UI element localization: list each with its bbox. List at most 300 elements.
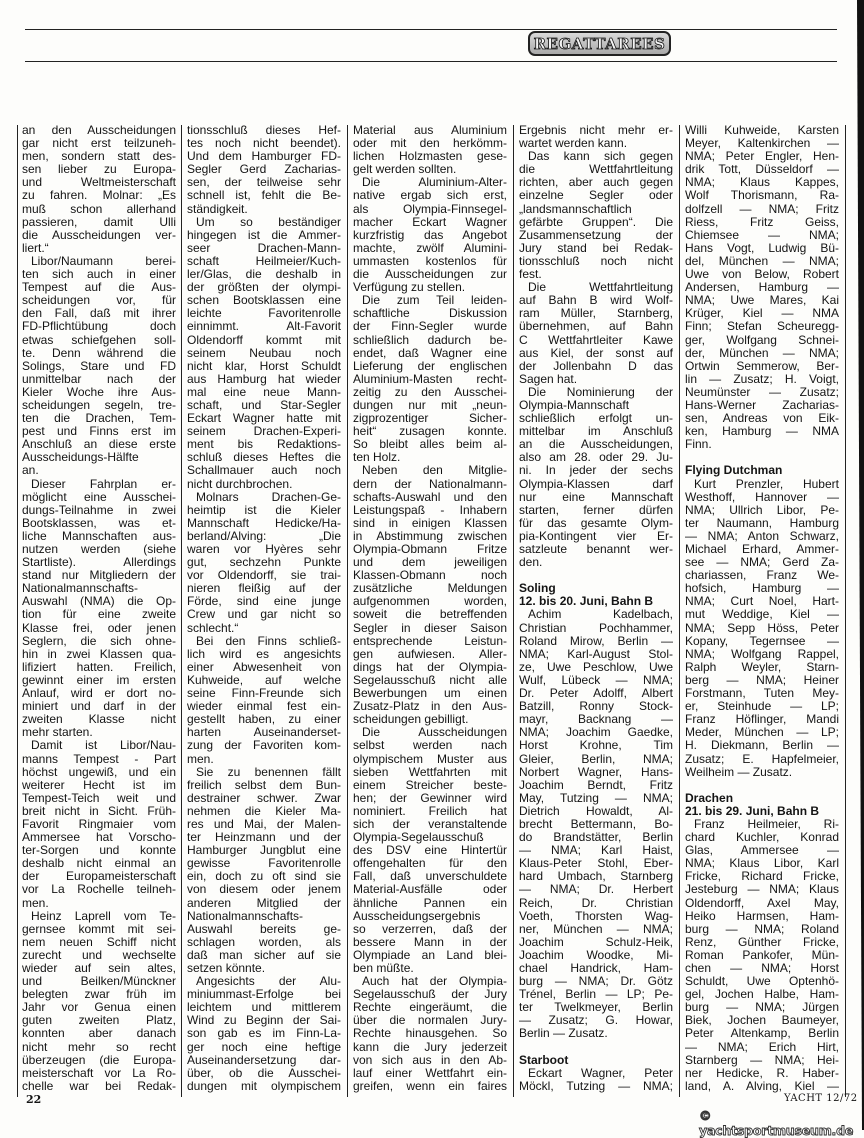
text-line: mehr starten.	[22, 725, 93, 740]
text-line: einer Abwesenheit von	[187, 659, 341, 674]
text-line: te. Denn während die	[22, 345, 176, 360]
text-line: dungen mit olympischem	[187, 1078, 341, 1093]
text-line: unmittelbar nach der	[22, 371, 176, 386]
paragraph	[187, 124, 341, 216]
text-line: ten Holz.	[353, 450, 401, 465]
text-line: burg — NMA; Dr. Götz	[519, 974, 673, 989]
text-line: gernsee kommt mit sei-	[22, 921, 176, 936]
text-line: Schuldt, Uwe Optenhö-	[685, 974, 839, 989]
text-line: Olympia-Obmann Fritze	[353, 542, 507, 556]
text-line: schließlich dadurch be-	[353, 332, 507, 347]
text-line: von sich aus in den Ab-	[353, 1052, 507, 1067]
text-line: Tempest-Teich weit und	[22, 790, 176, 805]
text-line: dolfzell — NMA; Fritz	[685, 201, 839, 216]
text-line: Ammersee hat Vorscho-	[22, 830, 176, 845]
text-line: also am 28. oder 29. Ju-	[519, 450, 673, 465]
text-line: der, München — NMA;	[685, 345, 839, 360]
text-line: NMA; Sepp Höss, Peter	[685, 620, 839, 635]
text-line: gel, Jochen Halbe, Ham-	[685, 987, 839, 1002]
text-line: über, ob die Ausschei-	[187, 1065, 341, 1080]
text-line: die Ausscheidungen zur	[353, 267, 507, 282]
text-line: wieder einmal fest ein-	[187, 699, 341, 714]
text-line: Jahr vor Genua einen	[22, 1000, 176, 1015]
text-line: Das kann sich gegen	[528, 149, 673, 164]
text-line: mal eine neue Mann-	[187, 384, 341, 399]
text-line: ter Twelkmeyer, Berlin	[519, 1000, 673, 1015]
text-line: nicht durchbrochen.	[187, 476, 293, 491]
text-line: Dr. Peter Adolff, Albert	[519, 686, 673, 701]
column-rule	[845, 125, 846, 1097]
text-line: land, A. Alving, Kiel —	[685, 1078, 839, 1093]
text-line: NMA; Karl-August Stol-	[519, 646, 673, 661]
text-line: nur eine Mannschaft	[519, 489, 673, 504]
text-line: Batzill, Ronny Stock-	[519, 699, 673, 714]
text-line: — NMA; Erich Hirt,	[685, 1039, 839, 1054]
text-line: Andersen, Hamburg —	[685, 280, 839, 295]
text-line: scheidungen segeln, tre-	[22, 397, 176, 412]
text-line: ten die Drachen, Tem-	[22, 411, 176, 426]
paragraph	[187, 491, 341, 635]
text-line: Ausscheidungs-Hälfte	[22, 450, 139, 465]
text-line: Neben den Mitglie-	[362, 463, 507, 478]
text-line: chard Kuchler, Konrad	[685, 830, 839, 845]
text-line: schließlich erfolgt un-	[519, 411, 673, 426]
text-line: macher Eckart Wagner	[353, 214, 507, 229]
column-rule	[347, 125, 348, 1097]
text-line: der Finn-Segler wurde	[353, 319, 507, 334]
text-line: und dem jeweiligen	[353, 555, 507, 570]
text-line: muß schon allerhand	[22, 201, 176, 216]
text-line: Schallmauer auch noch	[187, 463, 341, 478]
magazine-issue: YACHT 12/72	[784, 1093, 858, 1104]
text-line: Franz Höflinger, Mandi	[685, 712, 839, 727]
paragraph	[353, 176, 507, 294]
text-line: hin in zwei Klassen qua-	[22, 646, 176, 661]
text-line: ähnliche Pannen ein	[353, 895, 507, 910]
text-line: ben müßte.	[353, 961, 414, 975]
text-line: der Jollenbahn D das	[519, 358, 673, 373]
text-line: Trénel, Berlin — LP; Pe-	[519, 987, 673, 1002]
text-line: schen Bootsklassen eine	[187, 293, 341, 308]
text-line: Drachen	[685, 790, 734, 805]
text-line: ter-Sorgen und konnte	[22, 843, 176, 858]
text-line: Nationalmannschafts-	[187, 908, 304, 923]
text-line: chael Handrick, Ham-	[519, 961, 673, 975]
text-line: son gab es im Finn-La-	[187, 1026, 341, 1041]
text-line: vor Oldendorff, sie trai-	[187, 568, 341, 583]
text-line: Eckart Wagner hatte mit	[187, 411, 341, 426]
text-line: Auseinandersetzung dar-	[187, 1052, 341, 1067]
text-line: Segelausschuß nicht alle	[353, 672, 507, 687]
text-line: ten sich auch in einer	[22, 267, 176, 282]
text-line: bessere Mann in der	[353, 934, 507, 949]
text-line: do Brandstätter, Berlin	[519, 830, 673, 845]
text-line: miniert und darf in der	[22, 699, 176, 714]
paragraph	[187, 216, 341, 491]
text-line: Die Wettfahrtleitung	[528, 280, 673, 295]
text-line: gelt werden sollten.	[353, 162, 457, 177]
text-line: ner Hedicke, R. Haber-	[685, 1065, 839, 1080]
text-line: destrainer schwer. Zwar	[187, 790, 341, 805]
text-line: ner, München — NMA;	[519, 921, 673, 936]
text-line: mittelbar im Anschluß	[519, 424, 673, 439]
text-line: sind in einigen Klassen	[353, 515, 507, 530]
text-line: — Zusatz; G. Howar,	[519, 1013, 673, 1028]
text-line: gen aufwiesen. Aller-	[353, 646, 507, 661]
text-line: see — NMA; Gerd Za-	[685, 555, 839, 570]
text-line: Die Nominierung der	[528, 384, 673, 399]
text-line: Wulf, Lübeck — NMA;	[519, 672, 673, 687]
text-line: Oldendorff kommt mit	[187, 332, 341, 347]
text-line: NMA; Joachim Gaedke,	[519, 725, 673, 740]
watermark: © yachtsportmuseum.de	[699, 1108, 854, 1138]
text-line: Starnberg — NMA; Hei-	[685, 1052, 839, 1067]
text-line: 12. bis 20. Juni, Bahn B	[519, 594, 654, 609]
text-line: NMA; Klaus Kappes,	[685, 175, 839, 190]
text-line: mayr, Backnang —	[519, 712, 673, 727]
text-line: an die Ausscheidungen,	[519, 437, 673, 452]
text-line: H. Diekmann, Berlin —	[685, 738, 839, 753]
text-line: Christian Pochhammer,	[519, 620, 673, 635]
text-line: schlagen worden, als	[187, 934, 341, 949]
paragraph	[353, 975, 507, 1093]
text-line: tionsschluß noch nicht	[519, 253, 673, 268]
text-line: dungs-Teilnahme in zwei	[22, 502, 176, 517]
text-line: pest und Finns erst im	[22, 424, 176, 439]
text-line: Mannschaft Hedicke/Ha-	[187, 515, 341, 530]
text-line: Meder, München — LP;	[685, 725, 839, 740]
text-line: deshalb nicht einmal an	[22, 856, 176, 871]
text-line: schaft, und Star-Segler	[187, 397, 341, 412]
text-line: schaft Heilmeier/Kuch-	[187, 253, 341, 268]
text-line: seine Finn-Freunde sich	[187, 686, 341, 701]
text-line: Wind zu Beginn der Sai-	[187, 1013, 341, 1028]
text-line: Dieser Fahrplan er-	[31, 476, 176, 491]
text-line: als Olympia-Finnsegel-	[353, 201, 507, 216]
text-line: Joachim Schulz-Heik,	[519, 934, 673, 949]
text-line: des DSV eine Hintertür	[353, 843, 507, 858]
paragraph	[685, 478, 839, 779]
text-line: Renz, Günther Fricke,	[685, 934, 839, 949]
text-line: Norbert Wagner, Hans-	[519, 764, 673, 779]
text-line: so verzerren, daß der	[353, 921, 507, 936]
text-line: starten, ferner dürfen	[519, 502, 673, 517]
section-badge	[528, 31, 671, 56]
text-line: waren vor Hyères sehr	[187, 542, 341, 556]
text-line: und Beilken/Münckner	[22, 974, 176, 989]
text-line: Tempest auf die Aus-	[22, 280, 176, 295]
text-line: NMA; Wolfgang Rappel,	[685, 646, 839, 661]
text-line: Anlauf, wird er dort no-	[22, 686, 176, 701]
text-line: zung der Favoriten kom-	[187, 738, 341, 753]
paragraph	[519, 281, 673, 386]
text-line: Olympia-Klassen darf	[519, 476, 673, 491]
text-line: Voeth, Thorsten Wag-	[519, 908, 673, 923]
text-line: etwas schiefgehen soll-	[22, 332, 176, 347]
text-line: seinem Neubau noch	[187, 345, 341, 360]
paragraph	[519, 608, 673, 1040]
text-line: Zusammensetzung der	[519, 227, 673, 242]
text-line: native ergab sich erst,	[353, 188, 507, 203]
text-line: ler/Glas, die deshalb in	[187, 267, 341, 282]
text-line: scheidungen gebilligt.	[353, 712, 469, 727]
text-line: Klaus-Peter Stohl, Eber-	[519, 856, 673, 871]
header-rule-bottom	[25, 61, 837, 62]
text-line: gewisse Favoritenrolle	[187, 856, 341, 871]
text-line: lin — Zusatz; H. Voigt,	[685, 371, 839, 386]
text-line: Michael Erhard, Ammer-	[685, 542, 839, 556]
paragraph	[22, 910, 176, 1093]
text-line: Auswahl bereits ge-	[187, 921, 341, 936]
text-line: zigprozentiger Sicher-	[353, 411, 507, 426]
text-line: „landsmannschaftlich	[519, 201, 632, 216]
text-line: konnten aber danach	[22, 1026, 176, 1041]
text-line: nominiert. Freilich hat	[353, 803, 507, 818]
text-line: Forstmann, Tuten Mey-	[685, 686, 839, 701]
text-line: ment bis Redaktions-	[187, 437, 341, 452]
text-line: lauf einer Wettfahrt ein-	[353, 1065, 507, 1080]
text-line: offengehalten für den	[353, 856, 507, 871]
text-line: Biek, Jochen Baumeyer,	[685, 1013, 839, 1028]
text-line: Peter Altenkamp, Berlin	[685, 1026, 839, 1041]
text-line: Roman Pankofer, Mün-	[685, 947, 839, 962]
paragraph	[519, 150, 673, 281]
text-line: guten zweiten Platz,	[22, 1013, 176, 1028]
text-line: heit“ zusagen konnte.	[353, 424, 507, 439]
text-line: nicht klar, Horst Schuldt	[187, 358, 341, 373]
text-line: Ralph Weyler, Starn-	[685, 659, 839, 674]
text-line: Joachim Woodke, Mi-	[519, 947, 673, 962]
text-line: hofsich, Hamburg —	[685, 581, 839, 596]
text-line: Soling	[519, 581, 556, 596]
text-line: Ergebnis nicht mehr er-	[519, 123, 673, 137]
text-line: satzleute benannt wer-	[519, 542, 673, 556]
text-line: del, München — NMA;	[685, 253, 839, 268]
text-line: Material-Ausfälle oder	[353, 882, 507, 897]
text-line: anderen Mitglied der	[187, 895, 341, 910]
text-line: sen, Andreas von Eik-	[685, 411, 839, 426]
text-line: die Ausscheidungen ver-	[22, 227, 176, 242]
page-number: 22	[26, 1093, 42, 1106]
text-line: Und dem Hamburger FD-	[187, 149, 341, 164]
text-line: Möckl, Tutzing — NMA;	[519, 1078, 673, 1093]
text-line: burg — NMA; Roland	[685, 921, 839, 936]
text-line: 21. bis 29. Juni, Bahn B	[685, 803, 820, 818]
column-rule	[181, 125, 182, 1097]
text-line: — NMA; Karl Haist,	[519, 843, 673, 858]
text-line: gefärbte Gruppen“. Die	[519, 214, 673, 229]
paragraph	[519, 124, 673, 150]
text-line: Wolf Thorismann, Ra-	[685, 188, 839, 203]
text-line: zweiten Klasse nicht	[22, 712, 176, 727]
text-line: endet, daß Wagner eine	[353, 345, 507, 360]
text-line: Bei den Finns schließ-	[196, 633, 341, 648]
text-line: miniummast-Erfolge bei	[187, 987, 341, 1002]
text-line: schaftliche Diskussion	[353, 306, 507, 321]
paragraph	[187, 635, 341, 766]
text-line: berland/Alving: „Die	[187, 528, 341, 543]
section-badge-label: REGATTAREES	[533, 34, 666, 53]
text-line: und Weltmeisterschaft	[22, 175, 176, 190]
text-line: gut, sechzehn Punkte	[187, 555, 341, 570]
text-line: Achim Kadelbach,	[528, 607, 673, 622]
text-line: Flying Dutchman	[685, 463, 783, 478]
text-line: chen — NMA; Horst	[685, 961, 839, 975]
text-line: Die Aluminium-Alter-	[362, 175, 507, 190]
text-line: einzelne Segler oder	[519, 188, 673, 203]
text-line: meisterschaft vor La Ro-	[22, 1065, 176, 1080]
text-line: Seglern, die sich ohne-	[22, 633, 176, 648]
text-line: soweit die betreffenden	[353, 607, 507, 622]
paragraph	[22, 124, 176, 255]
text-line: — NMA; Dr. Herbert	[519, 882, 673, 897]
text-line: heimtip ist die Kieler	[187, 502, 341, 517]
text-line: leichte Favoritenrolle	[187, 306, 341, 321]
text-line: in Abstimmung zwischen	[353, 528, 507, 543]
text-line: aus Hamburg hat wieder	[187, 371, 341, 386]
text-line: zu fahren. Molnar: „Es	[22, 188, 176, 203]
text-line: Lieferung der englischen	[353, 358, 507, 373]
paragraph	[22, 739, 176, 909]
text-line: dings hat der Olympia-	[353, 659, 507, 674]
text-line: Rechte hinausgehen. So	[353, 1026, 507, 1041]
text-line: chariassen, Franz We-	[685, 568, 839, 583]
text-line: Auswahl (NMA) die Op-	[22, 594, 176, 609]
text-line: einnimmt. Alt-Favorit	[187, 319, 341, 334]
text-line: Ausscheidungsergebnis	[353, 908, 481, 923]
text-line: den Fall, daß mit ihrer	[22, 306, 176, 321]
text-line: Segelausschuß der Jury	[353, 987, 507, 1002]
text-line: NMA; Curt Noel, Hart-	[685, 594, 839, 609]
text-line: olympischem Muster aus	[353, 751, 507, 766]
paragraph	[187, 766, 341, 976]
text-line: Westhoff, Hannover —	[685, 489, 839, 504]
text-line: Kuhweide, auf welche	[187, 672, 341, 687]
text-line: liert.“	[22, 240, 49, 255]
text-line: auf Bahn B wird Wolf-	[519, 293, 673, 308]
text-line: gewinnt einer im ersten	[22, 672, 176, 687]
text-line: sich der veranstaltende	[353, 816, 507, 831]
text-line: an.	[22, 463, 39, 478]
text-line: passieren, damit Ulli	[22, 214, 176, 229]
text-line: den.	[519, 555, 543, 570]
text-line: Segler Gerd Zacharias-	[187, 162, 341, 177]
text-line: schluß dieses Heftes die	[187, 450, 341, 465]
text-line: FD-Pflichtübung doch	[22, 319, 176, 334]
article-column-3	[353, 124, 507, 1093]
text-line: aus Kiel, der sonst auf	[519, 345, 673, 360]
text-line: Kopany, Tegernsee —	[685, 633, 839, 648]
text-line: Bootsklassen, was et-	[22, 515, 176, 530]
paragraph	[22, 255, 176, 478]
text-line: sen, der teilweise sehr	[187, 175, 341, 190]
text-line: Finn; Stefan Scheuregg-	[685, 319, 839, 334]
paragraph	[685, 124, 839, 451]
text-line: Jury stand bei Redak-	[519, 240, 673, 255]
text-line: nehmen die Kieler Ma-	[187, 803, 341, 818]
text-line: Rechte eingeräumt, die	[353, 1000, 507, 1015]
text-line: ter Naumann, Hamburg	[685, 515, 839, 530]
text-line: drik Tott, Düsseldorf —	[685, 162, 839, 177]
text-line: dungen nur mit „neun-	[353, 397, 507, 412]
text-line: an den Ausscheidungen	[22, 123, 176, 137]
text-line: ger noch eine heftige	[187, 1039, 341, 1054]
text-line: Startliste). Allerdings	[22, 555, 176, 570]
text-line: Bewerbungen um einen	[353, 686, 507, 701]
text-line: übernehmen, auf Bahn	[519, 319, 673, 334]
paragraph	[187, 975, 341, 1093]
text-line: Favorit Ringmaier vom	[22, 816, 176, 831]
text-line: entsprechende Leistun-	[353, 633, 507, 648]
text-line: über die normalen Jury-	[353, 1013, 507, 1028]
text-line: NMA; Klaus Libor, Karl	[685, 856, 839, 871]
paragraph	[353, 464, 507, 726]
text-line: daß man sicher auf sie	[187, 947, 341, 962]
text-line: belegten zwar früh im	[22, 987, 176, 1002]
text-line: Molnars Drachen-Ge-	[196, 489, 341, 504]
text-line: wartet werden kann.	[519, 136, 628, 151]
text-line: Heinz Laprell vom Te-	[31, 908, 176, 923]
text-line: ein, doch zu oft sind sie	[187, 869, 341, 884]
text-line: NMA; Ullrich Libor, Pe-	[685, 502, 839, 517]
paragraph	[22, 478, 176, 740]
text-line: Oldendorff, Axel May,	[685, 895, 839, 910]
text-line: Sie zu benennen fällt	[196, 764, 341, 779]
article-column-1	[22, 124, 176, 1093]
text-line: schafts-Auswahl und den	[353, 489, 507, 504]
text-line: scheidungen vor, für	[22, 293, 176, 308]
text-line: für das gesamte Olym-	[519, 515, 673, 530]
text-line: nicht mehr so recht	[22, 1039, 176, 1054]
paragraph	[353, 294, 507, 464]
text-line: Leistungspaß - Inhabern	[353, 502, 507, 517]
text-line: seinem Drachen-Experi-	[187, 424, 341, 439]
text-line: Crew und gar nicht so	[187, 607, 341, 622]
text-line: Olympiade an Land blei-	[353, 947, 507, 962]
text-line: manns Tempest - Part	[22, 751, 176, 766]
text-line: gar nicht erst teilzuneh-	[22, 136, 176, 151]
text-line: oder mit den herkömm-	[353, 136, 507, 151]
text-line: Krüger, Kiel — NMA	[685, 306, 839, 321]
text-line: nutzen werden (siehe	[22, 542, 176, 556]
text-line: Solings, Stare und FD	[22, 358, 176, 373]
paragraph	[519, 386, 673, 569]
text-line: hard Umbach, Starnberg	[519, 869, 673, 884]
text-line: stand nur Mitgliedern der	[22, 568, 176, 583]
text-line: der Europameisterschaft	[22, 869, 176, 884]
text-line: — NMA; Anton Schwarz,	[685, 528, 839, 543]
text-line: die Wettfahrtleitung	[519, 162, 673, 177]
paragraph	[519, 1067, 673, 1093]
text-line: Uwe von Below, Robert	[685, 267, 839, 282]
text-line: Hamburger Jungblut eine	[187, 843, 341, 858]
text-line: Verfügung zu stellen.	[353, 280, 466, 295]
text-line: zeitig zu den Ausschei-	[353, 384, 507, 399]
text-line: ram Müller, Starnberg,	[519, 306, 673, 321]
text-line: wieder auf sein altes,	[22, 961, 176, 975]
text-line: richten, aber auch gegen	[519, 175, 673, 190]
text-line: ter Heinzmann und der	[187, 830, 341, 845]
text-line: Joachim Berndt, Fritz	[519, 777, 673, 792]
column-rule	[679, 125, 680, 1097]
header-rule-top	[25, 29, 837, 30]
text-line: tionsschluß dieses Hef-	[187, 123, 341, 137]
text-line: höchst ungewiß, und ein	[22, 764, 176, 779]
text-line: ummasten kostenlos für	[353, 253, 507, 268]
text-line: Riess, Fritz Geiss,	[685, 214, 839, 229]
text-line: tion für eine zweite	[22, 607, 176, 622]
text-line: Heiko Harmsen, Ham-	[685, 908, 839, 923]
